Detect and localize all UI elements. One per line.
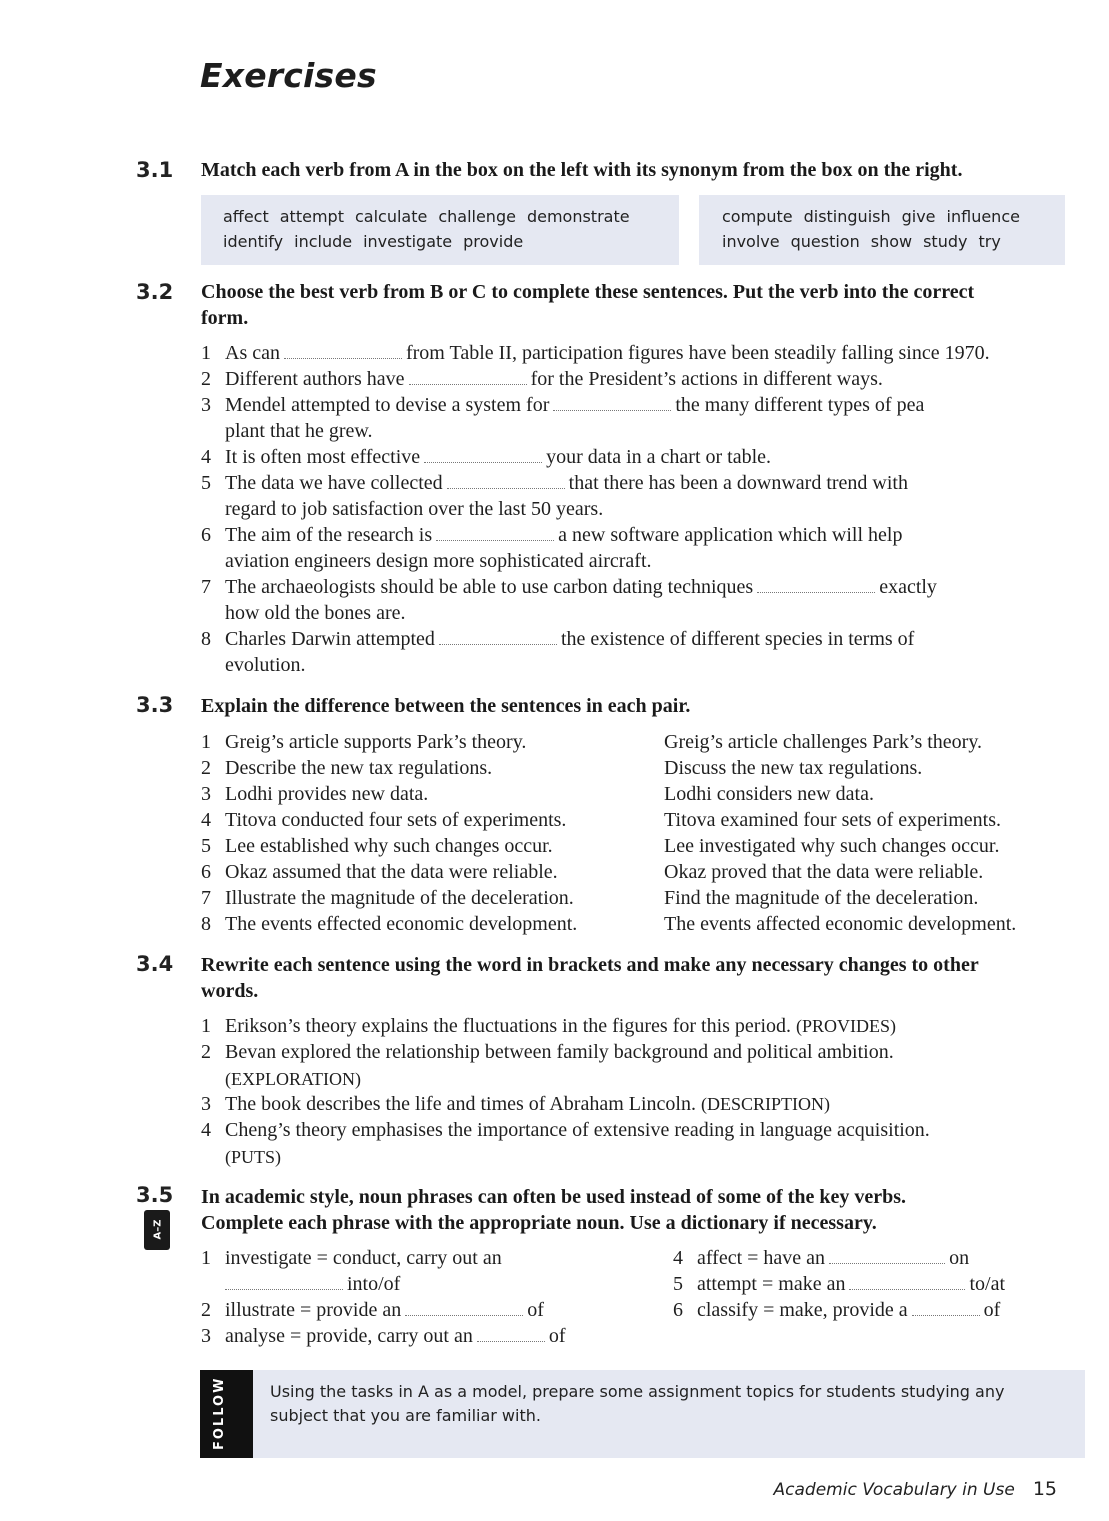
- answer-blank[interactable]: [829, 1249, 945, 1264]
- word-box-a-row: [223, 229, 679, 254]
- exercise-number: 3.4: [136, 952, 174, 976]
- item-number: 2: [201, 368, 211, 390]
- exercise-instruction: form.: [201, 307, 249, 329]
- exercise-instruction: Rewrite each sentence using the word in brackets and make any necessary changes to other: [201, 954, 979, 976]
- pair-left: [201, 781, 577, 807]
- word: investigate: [363, 232, 453, 251]
- item-number: 5: [673, 1273, 683, 1295]
- pair-left: [201, 755, 577, 781]
- item-text: into/of: [347, 1273, 401, 1295]
- item-text: Cheng’s theory emphasises the importance of extensive reading in language acquisition.: [225, 1119, 930, 1141]
- item-number: 3: [201, 1093, 211, 1115]
- list-item: [201, 1245, 502, 1271]
- answer-blank[interactable]: [849, 1275, 965, 1290]
- list-item: [201, 340, 990, 366]
- exercise-number: 3.5: [136, 1183, 174, 1207]
- exercise-number: 3.1: [136, 158, 174, 182]
- list-item: [201, 470, 908, 496]
- answer-blank[interactable]: [225, 1275, 343, 1290]
- word: distinguish: [803, 207, 891, 226]
- bracket-word: (DESCRIPTION): [700, 1094, 830, 1114]
- list-item-continued: evolution.: [225, 654, 306, 676]
- word: give: [901, 207, 936, 226]
- pair-list-left: [201, 729, 577, 937]
- exercise-number: 3.2: [136, 280, 174, 304]
- item-number: 4: [201, 809, 211, 831]
- item-number: 3: [201, 394, 211, 416]
- pair-right: Lodhi considers new data.: [664, 783, 874, 805]
- item-text: exactly: [879, 576, 937, 598]
- item-text: The events effected economic development.: [225, 913, 578, 935]
- exercise-instruction: Match each verb from A in the box on the left with its synonym from the box on the right.: [201, 159, 963, 181]
- answer-blank[interactable]: [284, 344, 402, 359]
- answer-blank[interactable]: [409, 370, 527, 385]
- follow-up-line: subject that you are familiar with.: [270, 1406, 541, 1425]
- item-text: of: [983, 1299, 1001, 1321]
- item-number: 4: [673, 1247, 683, 1269]
- item-text: Charles Darwin attempted: [225, 628, 435, 650]
- word: affect: [223, 207, 269, 226]
- item-number: 6: [201, 861, 211, 883]
- item-text: analyse = provide, carry out an: [225, 1325, 473, 1347]
- item-text: The archaeologists should be able to use carbon dating techniques: [225, 576, 754, 598]
- item-number: 6: [201, 524, 211, 546]
- word: study: [923, 232, 968, 251]
- list-item-continued: plant that he grew.: [225, 420, 373, 442]
- list-item: [201, 392, 924, 418]
- bracket-word: (EXPLORATION): [225, 1069, 361, 1089]
- item-text: Okaz assumed that the data were reliable.: [225, 861, 558, 883]
- word: involve: [722, 232, 780, 251]
- item-text: Erikson’s theory explains the fluctuations in the figures for this period.: [225, 1015, 791, 1037]
- item-text: of: [527, 1299, 544, 1321]
- page-number: 15: [1032, 1478, 1057, 1500]
- item-text: to/at: [969, 1273, 1005, 1295]
- item-number: 2: [201, 757, 211, 779]
- page-footer: [774, 1478, 1057, 1500]
- item-text: Describe the new tax regulations.: [225, 757, 493, 779]
- item-text: Bevan explored the relationship between family background and political ambition.: [225, 1041, 894, 1063]
- pair-left: [201, 729, 577, 755]
- pair-left: [201, 911, 577, 937]
- list-item: [201, 1013, 896, 1039]
- item-text: Lee established why such changes occur.: [225, 835, 553, 857]
- item-number: 4: [201, 1119, 211, 1141]
- answer-blank[interactable]: [447, 474, 565, 489]
- item-text: from Table II, participation figures have been steadily falling since 1970.: [405, 342, 990, 364]
- answer-blank[interactable]: [439, 630, 557, 645]
- list-item: [673, 1297, 1000, 1323]
- word: provide: [463, 232, 524, 251]
- item-number: 4: [201, 446, 211, 468]
- answer-blank[interactable]: [405, 1301, 523, 1316]
- bracket-word: (PROVIDES): [796, 1016, 897, 1036]
- word-box-b-row: [722, 229, 1065, 254]
- pair-left: [201, 807, 577, 833]
- list-item: [201, 366, 883, 392]
- item-text: Greig’s article supports Park’s theory.: [225, 731, 527, 753]
- exercise-instruction: words.: [201, 980, 259, 1002]
- item-text: your data in a chart or table.: [546, 446, 772, 468]
- book-title: Academic Vocabulary in Use: [773, 1480, 1015, 1500]
- item-text: the many different types of pea: [675, 394, 925, 416]
- word: influence: [946, 207, 1020, 226]
- pair-right: Lee investigated why such changes occur.: [664, 835, 1000, 857]
- item-number: 2: [201, 1299, 211, 1321]
- pair-right: Discuss the new tax regulations.: [664, 757, 923, 779]
- follow-up-line: Using the tasks in A as a model, prepare some assignment topics for students studying any: [270, 1382, 1005, 1401]
- item-number: 8: [201, 628, 211, 650]
- item-number: 7: [201, 887, 211, 909]
- pair-right: Okaz proved that the data were reliable.: [664, 861, 984, 883]
- list-item: [201, 444, 771, 470]
- item-number: 8: [201, 913, 211, 935]
- item-text: Mendel attempted to devise a system for: [225, 394, 550, 416]
- item-number: 5: [201, 472, 211, 494]
- item-text: Titova conducted four sets of experiments.: [225, 809, 567, 831]
- item-number: 6: [673, 1299, 683, 1321]
- word: try: [978, 232, 1001, 251]
- word: attempt: [279, 207, 344, 226]
- item-text: that there has been a downward trend with: [568, 472, 908, 494]
- list-item-continued: regard to job satisfaction over the last 50 years.: [225, 498, 604, 520]
- item-text: The book describes the life and times of Abraham Lincoln.: [225, 1093, 696, 1115]
- word-box-b: [699, 195, 1065, 265]
- word: challenge: [438, 207, 516, 226]
- word-box-a: [201, 195, 679, 265]
- follow-up-text: [270, 1380, 1050, 1428]
- word: show: [870, 232, 913, 251]
- list-item: [201, 522, 902, 548]
- item-text: Different authors have: [225, 368, 405, 390]
- word: include: [294, 232, 353, 251]
- follow-up-tab: [200, 1345, 253, 1458]
- item-text: investigate = conduct, carry out an: [225, 1247, 502, 1269]
- item-number: 5: [201, 835, 211, 857]
- word: calculate: [354, 207, 428, 226]
- list-item: [201, 626, 914, 652]
- list-item: [201, 1297, 544, 1323]
- item-text: classify = make, provide a: [697, 1299, 908, 1321]
- item-text: Lodhi provides new data.: [225, 783, 429, 805]
- item-number: 1: [201, 1015, 211, 1037]
- exercise-instruction: Complete each phrase with the appropriate noun. Use a dictionary if necessary.: [201, 1212, 877, 1234]
- item-text: for the President’s actions in different ways.: [530, 368, 883, 390]
- exercise-number: 3.3: [136, 693, 174, 717]
- word: compute: [722, 207, 793, 226]
- item-text: illustrate = provide an: [225, 1299, 402, 1321]
- pair-right: Find the magnitude of the deceleration.: [664, 887, 979, 909]
- list-item-continued: how old the bones are.: [225, 602, 406, 624]
- item-number: 2: [201, 1041, 211, 1063]
- item-number: 7: [201, 576, 211, 598]
- word-box-a-row: [223, 204, 679, 229]
- list-item: [673, 1271, 1005, 1297]
- list-item-continued: aviation engineers design more sophisticated aircraft.: [225, 550, 652, 572]
- word: question: [790, 232, 860, 251]
- answer-blank[interactable]: [477, 1327, 545, 1342]
- item-text: a new software application which will help: [558, 524, 903, 546]
- item-text: It is often most effective: [225, 446, 421, 468]
- answer-blank[interactable]: [553, 396, 671, 411]
- pair-left: [201, 859, 577, 885]
- item-text: As can: [225, 342, 280, 364]
- list-item-continued: [225, 1271, 400, 1297]
- answer-blank[interactable]: [912, 1301, 980, 1316]
- item-text: The aim of the research is: [225, 524, 433, 546]
- answer-blank[interactable]: [757, 578, 875, 593]
- item-number: 1: [201, 731, 211, 753]
- follow-up-label: FOLLOW UP: [212, 1345, 227, 1450]
- item-text: Illustrate the magnitude of the deceleration.: [225, 887, 574, 909]
- item-text: on: [949, 1247, 970, 1269]
- item-text: The data we have collected: [225, 472, 443, 494]
- word: demonstrate: [526, 207, 630, 226]
- word: identify: [223, 232, 284, 251]
- list-item: [201, 1323, 566, 1349]
- exercise-instruction: Explain the difference between the sentences in each pair.: [201, 695, 691, 717]
- dictionary-icon-label: A–Z: [152, 1219, 164, 1240]
- item-number: 1: [201, 342, 211, 364]
- list-item: [201, 574, 937, 600]
- exercise-instruction: Choose the best verb from B or C to complete these sentences. Put the verb into the correct: [201, 281, 975, 303]
- item-text: of: [548, 1325, 566, 1347]
- pair-list-right: [664, 729, 1016, 937]
- item-number: 3: [201, 1325, 211, 1347]
- dictionary-icon: [144, 1210, 170, 1250]
- page-title: Exercises: [200, 56, 377, 95]
- item-number: 1: [201, 1247, 211, 1269]
- list-item: [201, 1039, 894, 1065]
- pair-left: [201, 833, 577, 859]
- list-item: [201, 1091, 830, 1117]
- item-number: 3: [201, 783, 211, 805]
- item-text: attempt = make an: [697, 1273, 846, 1295]
- answer-blank[interactable]: [436, 526, 554, 541]
- item-text: the existence of different species in terms of: [560, 628, 915, 650]
- pair-right: Titova examined four sets of experiments.: [664, 809, 1001, 831]
- item-text: affect = have an: [697, 1247, 826, 1269]
- exercise-instruction: In academic style, noun phrases can often be used instead of some of the key verbs.: [201, 1186, 906, 1208]
- pair-right: Greig’s article challenges Park’s theory.: [664, 731, 983, 753]
- list-item: [673, 1245, 969, 1271]
- word-box-b-row: [722, 204, 1065, 229]
- answer-blank[interactable]: [424, 448, 542, 463]
- pair-right: The events affected economic development.: [664, 913, 1017, 935]
- pair-left: [201, 885, 577, 911]
- bracket-word: (PUTS): [225, 1147, 282, 1167]
- list-item: [201, 1117, 930, 1143]
